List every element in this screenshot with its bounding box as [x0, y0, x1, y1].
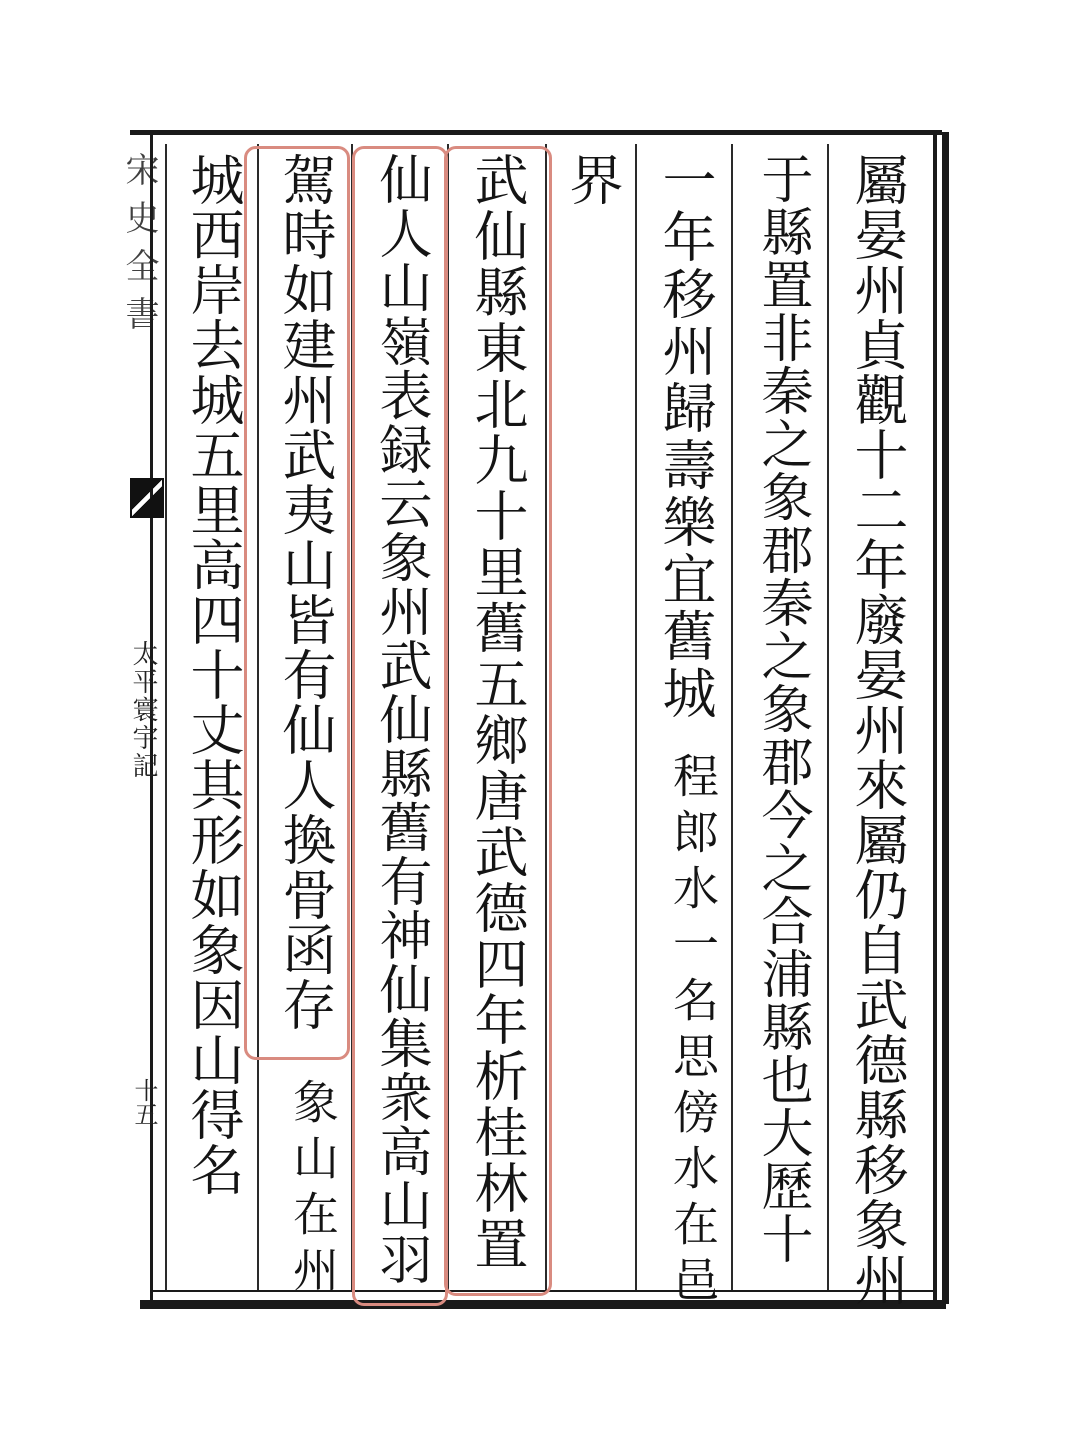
highlight-box-column-7 — [244, 146, 350, 1060]
margin-series-title: 宋史全書 — [119, 152, 159, 344]
highlight-box-column-5 — [444, 146, 552, 1296]
frame-bottom-border — [140, 1300, 946, 1309]
text-column-2: 于縣置非秦之象郡秦之象郡今之合浦縣也大歷十 — [752, 152, 812, 1265]
margin-book-name: 太平寰宇記 — [128, 640, 158, 780]
frame-right-border-outer — [942, 132, 949, 1304]
frame-top-border — [130, 130, 942, 135]
text-column-3-note: 程郎水一名思傍水在邑 — [666, 752, 720, 1312]
text-column-1: 屬晏州貞觀十二年廢晏州來屬仍自武德縣移象州 — [846, 152, 909, 1307]
text-column-3-main: 一年移州歸壽樂宜舊城 — [654, 152, 717, 722]
column-rule — [165, 144, 167, 1290]
frame-right-border-inner — [933, 132, 937, 1304]
text-column-7-main: 駕時如建州武夷山皆有仙人換骨函存 — [274, 152, 337, 1032]
column-rule — [827, 144, 829, 1290]
highlight-box-column-6 — [352, 146, 448, 1306]
text-column-6: 仙人山嶺表録云象州武仙縣舊有神仙集衆高山羽 — [371, 152, 432, 1286]
text-column-4: 界 — [561, 152, 624, 207]
margin-page-number: 十五 — [130, 1078, 158, 1126]
text-column-8: 城西岸去城五里高四十丈其形如象因山得名 — [182, 152, 245, 1197]
text-column-5: 武仙縣東北九十里舊五鄉唐武德四年析桂林置 — [466, 152, 529, 1272]
fish-tail-ornament — [130, 478, 164, 518]
column-rule — [731, 144, 733, 1290]
column-rule — [635, 144, 637, 1290]
text-column-7-note: 象山在州 — [286, 1078, 340, 1302]
